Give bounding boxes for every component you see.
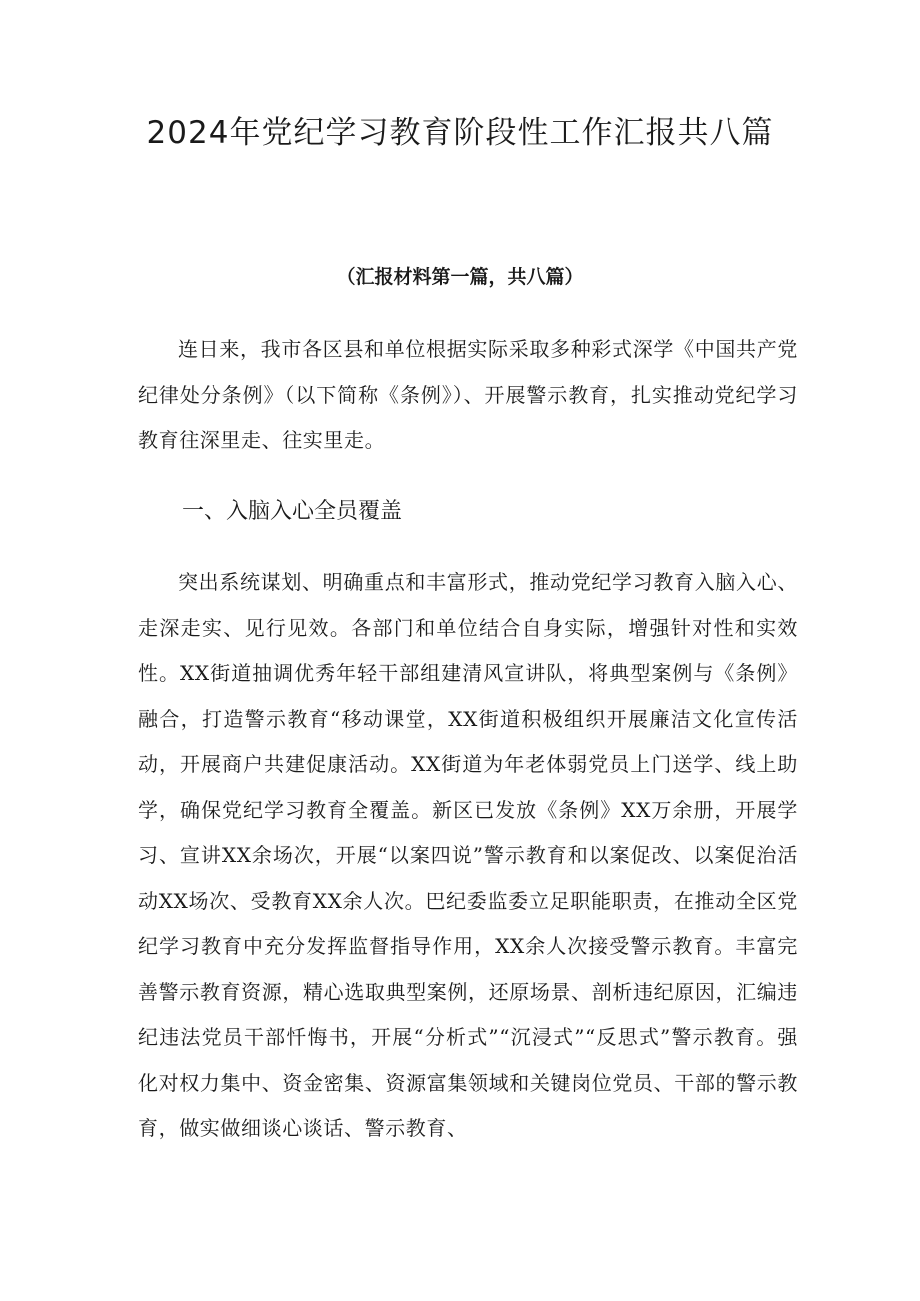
section-paragraph: 突出系统谋划、明确重点和丰富形式，推动党纪学习教育入脑入心、走深走实、见行见效。各部门和单位结合自身实际，增强针对性和实效性。XX街道抽调优秀年轻干部组建清风宣讲队，将典型案例与《条例》融合，打造警示教育“移动课堂，XX街道积极组织开展廉洁文化宣传活动，开展商户共建促康活动。XX街道为年老体弱党员上门送学、线上助学，确保党纪学习教育全覆盖。新区已发放《条例》XX万余册，开展学习、宣讲XX余场次，开展“以案四说”警示教育和以案促改、以案促治活动XX场次、受教育XX余人次。巴纪委监委立足职能职责，在推动全区党纪学习教育中充分发挥监督指导作用，XX余人次接受警示教育。丰富完善警示教育资源，精心选取典型案例，还原场景、剖析违纪原因，汇编违纪违法党员干部忏悔书，开展“分析式”“沉浸式”“反思式”警示教育。强化对权力集中、资金密集、资源富集领域和关键岗位党员、干部的警示教育，做实做细谈心谈话、警示教育、: [138, 570, 798, 1140]
section-heading: 一、入脑入心全员覆盖: [182, 499, 403, 524]
document-subtitle: （汇报材料第一篇，共八篇）: [336, 266, 584, 288]
intro-paragraph: 连日来，我市各区县和单位根据实际采取多种彩式深学《中国共产党纪律处分条例》（以下简称《条例》）、开展警示教育，扎实推动党纪学习教育往深里走、往实里走。: [138, 337, 798, 452]
document-title: 2024年党纪学习教育阶段性工作汇报共八篇: [146, 115, 774, 151]
